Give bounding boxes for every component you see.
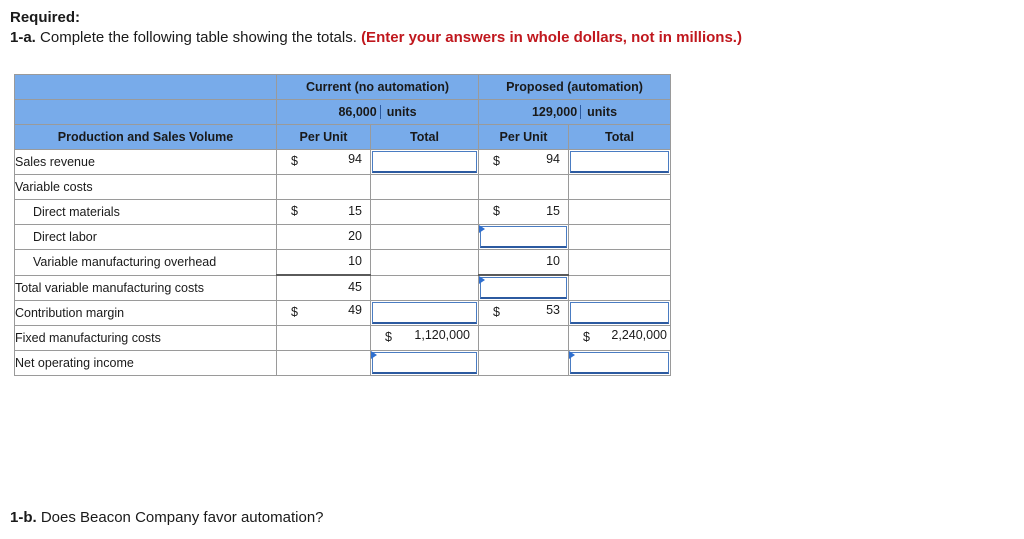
value-current-unit-cm: 49 [348,303,362,317]
empty-cell [371,225,479,250]
header-blank-2 [15,100,277,125]
cell-current-unit-sales [277,150,371,175]
table-row [15,225,671,250]
table-row [15,275,671,301]
row-label-direct-labor: Direct labor [15,225,277,250]
row-label-fixed-costs: Fixed manufacturing costs [15,326,277,351]
input-current-total-noi[interactable] [372,352,477,374]
row-header-label: Production and Sales Volume [15,125,277,150]
answer-marker-icon [479,225,485,233]
value-proposed-unit-cm: 53 [546,303,560,317]
header-blank [15,75,277,100]
currency-symbol: $ [291,305,298,319]
cell-proposed-unit-tvc [479,275,569,301]
answer-marker-icon [569,351,575,359]
cell-proposed-unit-sales [479,150,569,175]
currency-symbol: $ [385,330,392,344]
input-proposed-total-cm[interactable] [570,302,669,324]
current-total-header: Total [371,125,479,150]
cell-proposed-unit-dl [479,225,569,250]
answer-marker-icon [371,351,377,359]
currency-symbol: $ [493,305,500,319]
table-row [15,250,671,276]
value-current-unit-dm: 15 [348,204,362,218]
row-label-contribution-margin: Contribution margin [15,301,277,326]
table-row [15,150,671,175]
cell-current-unit-tvc [277,275,371,301]
totals-table [14,74,671,376]
cell-current-unit-dm [277,200,371,225]
part-a-instruction [10,29,742,46]
current-units-label: units [386,105,417,119]
cell-proposed-unit-voh [479,250,569,276]
table-row [15,200,671,225]
empty-cell [569,275,671,301]
currency-symbol: $ [493,204,500,218]
proposed-units [479,100,671,125]
empty-cell [479,175,569,200]
empty-cell [277,175,371,200]
cell-proposed-unit-dm [479,200,569,225]
empty-cell [569,175,671,200]
value-proposed-total-fixed: 2,240,000 [611,328,667,342]
current-title: Current (no automation) [277,75,479,100]
current-units-qty: 86,000 [338,105,380,119]
proposed-title: Proposed (automation) [479,75,671,100]
cell-current-total-cm [371,301,479,326]
row-label-direct-materials: Direct materials [15,200,277,225]
required-heading: Required: [10,9,81,26]
value-current-unit-tvc: 45 [348,280,362,294]
part-a-note: (Enter your answers in whole dollars, not in millions.) [361,29,742,46]
empty-cell [277,351,371,376]
row-label-sales-revenue: Sales revenue [15,150,277,175]
part-b-number: 1-b. [10,509,37,526]
current-per-unit-header: Per Unit [277,125,371,150]
empty-cell [479,351,569,376]
cell-proposed-unit-cm [479,301,569,326]
value-current-unit-voh: 10 [348,254,362,268]
row-label-variable-overhead: Variable manufacturing overhead [15,250,277,276]
value-current-unit-sales: 94 [348,152,362,166]
empty-cell [277,326,371,351]
cell-current-total-noi [371,351,479,376]
value-proposed-unit-sales: 94 [546,152,560,166]
empty-cell [569,250,671,276]
currency-symbol: $ [583,330,590,344]
empty-cell [479,326,569,351]
value-proposed-unit-voh: 10 [546,254,560,268]
empty-cell [371,175,479,200]
proposed-total-header: Total [569,125,671,150]
proposed-units-label: units [587,105,618,119]
row-label-net-operating-income: Net operating income [15,351,277,376]
currency-symbol: $ [291,154,298,168]
row-label-variable-costs: Variable costs [15,175,277,200]
empty-cell [371,200,479,225]
part-b-question [10,509,324,526]
cell-current-unit-cm [277,301,371,326]
table-row [15,351,671,376]
cell-current-unit-dl [277,225,371,250]
empty-cell [371,275,479,301]
input-proposed-unit-tvc[interactable] [480,277,567,299]
value-proposed-unit-dm: 15 [546,204,560,218]
table-row [15,175,671,200]
input-current-total-sales[interactable] [372,151,477,173]
cell-proposed-total-sales [569,150,671,175]
row-label-total-variable: Total variable manufacturing costs [15,275,277,301]
part-a-number: 1-a. [10,29,36,46]
table-row [15,301,671,326]
cell-proposed-total-noi [569,351,671,376]
currency-symbol: $ [291,204,298,218]
input-proposed-total-sales[interactable] [570,151,669,173]
input-proposed-unit-dl[interactable] [480,226,567,248]
current-units [277,100,479,125]
cell-current-unit-voh [277,250,371,276]
table-row [15,326,671,351]
empty-cell [371,250,479,276]
input-current-total-cm[interactable] [372,302,477,324]
part-a-text: Complete the following table showing the totals. [40,29,357,46]
value-current-total-fixed: 1,120,000 [414,328,470,342]
cell-current-total-sales [371,150,479,175]
proposed-units-qty: 129,000 [532,105,581,119]
cell-proposed-total-cm [569,301,671,326]
part-b-text: Does Beacon Company favor automation? [40,509,324,526]
cell-proposed-total-fixed [569,326,671,351]
answer-marker-icon [479,276,485,284]
input-proposed-total-noi[interactable] [570,352,669,374]
empty-cell [569,225,671,250]
cell-current-total-fixed [371,326,479,351]
currency-symbol: $ [493,154,500,168]
value-current-unit-dl: 20 [348,229,362,243]
proposed-per-unit-header: Per Unit [479,125,569,150]
empty-cell [569,200,671,225]
